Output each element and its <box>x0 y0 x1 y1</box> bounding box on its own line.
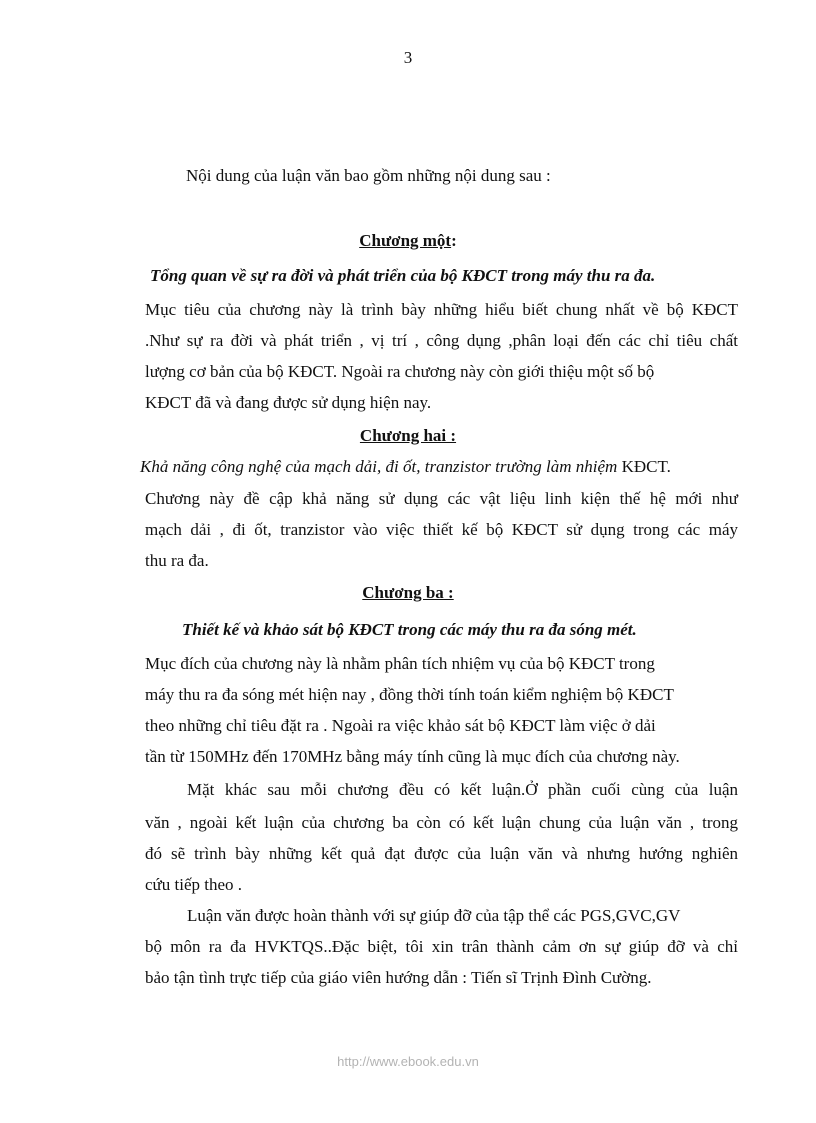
chapter-two-line: Chương này đề cập khả năng sử dụng các vật liệu linh kiện thế hệ mới như <box>145 489 738 508</box>
thanks-line: bảo tận tình trực tiếp của giáo viên hướng dẫn : Tiến sĩ Trịnh Đình Cường. <box>145 968 652 987</box>
chapter-three-title: Thiết kế và khảo sát bộ KĐCT trong các máy thu ra đa sóng mét. <box>182 620 637 639</box>
conclusion-line: cứu tiếp theo . <box>145 875 243 894</box>
chapter-three-heading: Chương ba : <box>362 583 454 602</box>
conclusion-line: Mặt khác sau mỗi chương đều có kết luận.Ở phần cuối cùng của luận <box>187 780 738 799</box>
conclusion-line: văn , ngoài kết luận của chương ba còn có kết luận chung của luận văn , trong <box>145 813 738 832</box>
chapter-three-line: tần từ 150MHz đến 170MHz bằng máy tính cũng là mục đích của chương này. <box>145 747 680 766</box>
page-number: 3 <box>403 48 413 67</box>
thanks-line: Luận văn được hoàn thành với sự giúp đỡ của tập thể các PGS,GVC,GV <box>187 906 681 925</box>
chapter-two-line: mạch dải , đi ốt, tranzistor vào việc thiết kế bộ KĐCT sử dụng trong các máy <box>145 520 738 539</box>
chapter-one-heading: Chương một: <box>359 231 457 250</box>
chapter-three-line: theo những chỉ tiêu đặt ra . Ngoài ra việc khảo sát bộ KĐCT làm việc ở dải <box>145 716 656 735</box>
chapter-three-line: máy thu ra đa sóng mét hiện nay , đồng thời tính toán kiểm nghiệm bộ KĐCT <box>145 685 674 704</box>
chapter-one-line: KĐCT đã và đang được sử dụng hiện nay. <box>145 393 432 412</box>
chapter-two-heading: Chương hai : <box>359 426 457 445</box>
chapter-one-title: Tổng quan về sự ra đời và phát triển của bộ KĐCT trong máy thu ra đa. <box>150 266 656 285</box>
chapter-three-line: Mục đích của chương này là nhằm phân tích nhiệm vụ của bộ KĐCT trong <box>145 654 655 673</box>
thanks-line: bộ môn ra đa HVKTQS..Đặc biệt, tôi xin trân thành cảm ơn sự giúp đỡ và chỉ <box>145 937 738 956</box>
intro-line: Nội dung của luận văn bao gồm những nội dung sau : <box>186 166 551 185</box>
footer-url[interactable]: http://www.ebook.edu.vn <box>337 1054 479 1069</box>
chapter-one-line: .Như sự ra đời và phát triển , vị trí , công dụng ,phân loại đến các chỉ tiêu chất <box>145 331 738 350</box>
chapter-two-line: thu ra đa. <box>145 551 209 570</box>
chapter-two-title: Khả năng công nghệ của mạch dải, đi ốt, tranzistor trường làm nhiệm KĐCT. <box>140 457 671 476</box>
conclusion-line: đó sẽ trình bày những kết quả đạt được của luận văn và nhưng hướng nghiên <box>145 844 738 863</box>
chapter-one-line: Mục tiêu của chương này là trình bày những hiểu biết chung nhất về bộ KĐCT <box>145 300 738 319</box>
chapter-one-line: lượng cơ bản của bộ KĐCT. Ngoài ra chương này còn giới thiệu một số bộ <box>145 362 655 381</box>
